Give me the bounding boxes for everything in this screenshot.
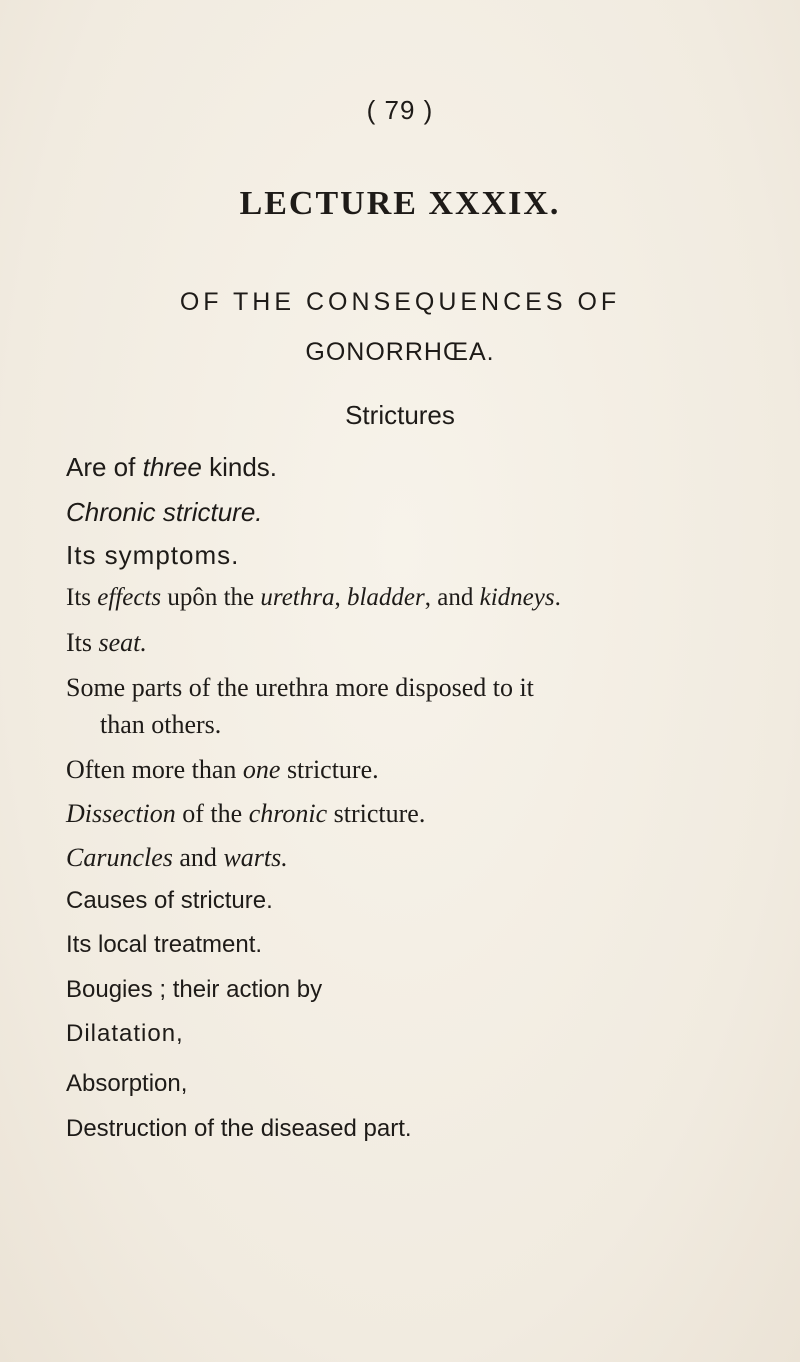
- text-line-dilatation: Dilatation,: [66, 1020, 184, 1047]
- text-line-bougies: Bougies ; their action by: [66, 976, 323, 1003]
- text-line-than-others: than others.: [100, 710, 222, 739]
- lecture-title: LECTURE XXXIX.: [239, 185, 561, 222]
- section-heading: Strictures: [345, 400, 455, 430]
- text-line-seat: Its seat.: [66, 628, 147, 657]
- page-number: ( 79 ): [366, 95, 434, 125]
- text-line-causes: Causes of stricture.: [66, 887, 273, 914]
- text-line-local-treatment: Its local treatment.: [66, 931, 263, 958]
- text-line-destruction: Destruction of the diseased part.: [66, 1115, 412, 1142]
- text-line-dissection: Dissection of the chronic stricture.: [66, 799, 426, 828]
- text-line-chronic-stricture: Chronic stricture.: [66, 497, 263, 527]
- text-line-some-parts: Some parts of the urethra more disposed to it: [66, 673, 534, 702]
- text-line-symptoms: Its symptoms.: [66, 540, 240, 570]
- text-line-kinds: Are of three kinds.: [66, 452, 278, 482]
- text-line-caruncles: Caruncles and warts.: [66, 843, 288, 872]
- text-line-often-more: Often more than one stricture.: [66, 755, 379, 784]
- text-line-absorption: Absorption,: [66, 1070, 188, 1097]
- subtitle-line-1: OF THE CONSEQUENCES OF: [179, 288, 621, 316]
- subtitle-line-2: GONORRHŒA.: [305, 338, 495, 366]
- text-line-effects: Its effects upôn the urethra, bladder, and kidneys.: [66, 584, 561, 611]
